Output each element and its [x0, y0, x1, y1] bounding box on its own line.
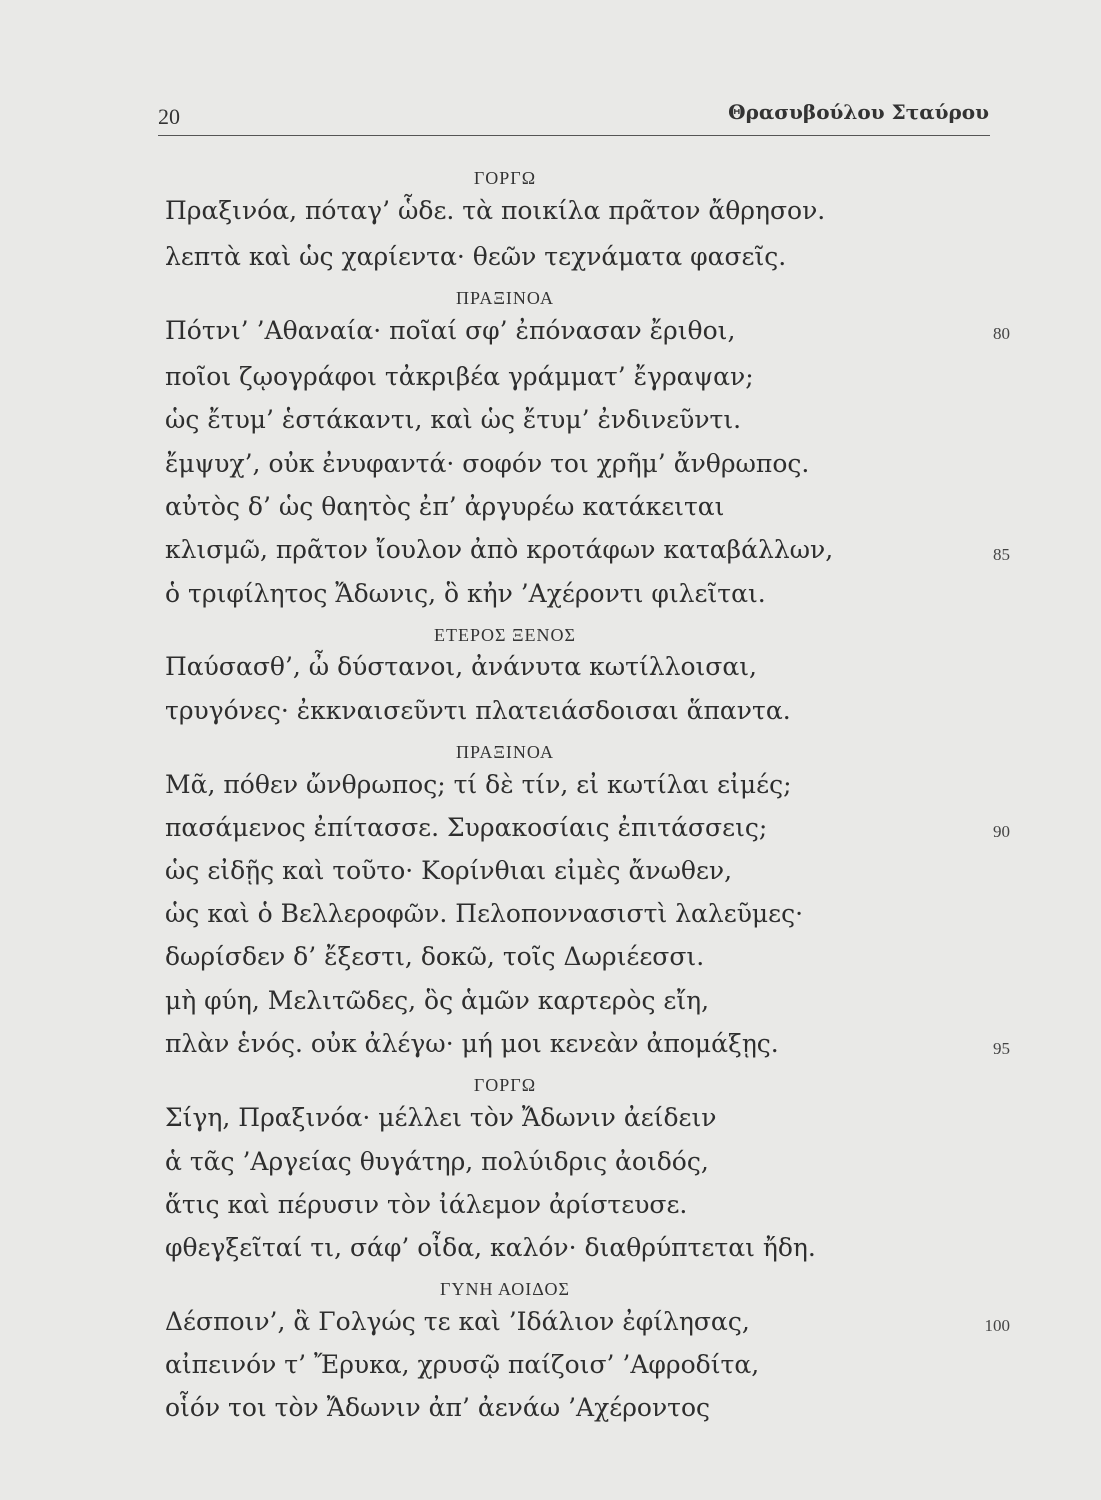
- page-number: 20: [158, 104, 180, 129]
- line-number: 90: [993, 822, 1010, 841]
- verse-line: κλισμῶ, πρᾶτον ἴουλον ἀπὸ κροτάφων καταβάλλων,: [165, 535, 834, 564]
- verse-line: ἅτις καὶ πέρυσιν τὸν ἰάλεμον ἀρίστευσε.: [165, 1190, 688, 1219]
- verse-line: ποῖοι ζῳογράφοι τἀκριβέα γράμματ’ ἔγραψαν;: [165, 362, 754, 391]
- verse-line: Πότνι’ ’Αθαναία· ποῖαί σφ’ ἐπόνασαν ἔριθοι,: [165, 316, 736, 345]
- verse-line: ὡς καὶ ὁ Βελλεροφῶν. Πελοποννασιστὶ λαλεῦμες·: [165, 899, 804, 928]
- speaker-label: ΠΡΑΞΙΝΟΑ: [455, 288, 555, 308]
- speaker-label: ΠΡΑΞΙΝΟΑ: [455, 742, 555, 762]
- verse-line: πλὰν ἑνός. οὐκ ἀλέγω· μή μοι κενεὰν ἀπομάξῃς.: [165, 1029, 779, 1058]
- verse-line: ἔμψυχ’, οὐκ ἐνυφαντά· σοφόν τοι χρῆμ’ ἄνθρωπος.: [165, 449, 810, 478]
- speaker-label: ΓΟΡΓΩ: [473, 1075, 537, 1095]
- verse-line: οἷόν τοι τὸν Ἄδωνιν ἀπ’ ἀενάω ’Αχέροντος: [165, 1393, 711, 1422]
- verse-line: φθεγξεῖταί τι, σάφ’ οἶδα, καλόν· διαθρύπτεται ἤδη.: [165, 1233, 816, 1262]
- verse-line: Παύσασθ’, ὦ δύστανοι, ἀνάνυτα κωτίλλοισαι,: [165, 652, 757, 681]
- verse-line: ὁ τριφίλητος Ἄδωνις, ὃ κἠν ’Αχέροντι φιλεῖται.: [165, 579, 766, 608]
- verse-line: δωρίσδεν δ’ ἔξεστι, δοκῶ, τοῖς Δωριέεσσι.: [165, 942, 705, 971]
- verse-line: τρυγόνες· ἐκκναισεῦντι πλατειάσδοισαι ἅπαντα.: [165, 696, 791, 725]
- verse-line: πασάμενος ἐπίτασσε. Συρακοσίαις ἐπιτάσσεις;: [165, 813, 768, 842]
- line-number: 100: [984, 1316, 1010, 1335]
- verse-line: Πραξινόα, πόταγ’ ὧδε. τὰ ποικίλα πρᾶτον ἄθρησον.: [165, 196, 826, 225]
- verse-line: ὡς εἰδῇς καὶ τοῦτο· Κορίνθιαι εἰμὲς ἄνωθεν,: [165, 856, 733, 885]
- line-number: 85: [993, 545, 1010, 564]
- header-rule: [158, 135, 990, 136]
- line-number: 95: [993, 1039, 1010, 1058]
- verse-line: Μᾶ, πόθεν ὤνθρωπος; τί δὲ τίν, εἰ κωτίλαι εἰμές;: [165, 770, 792, 799]
- verse-line: ἁ τᾶς ’Αργείας θυγάτηρ, πολύιδρις ἀοιδός,: [165, 1147, 709, 1176]
- verse-line: αἰπεινόν τ’ Ἔρυκα, χρυσῷ παίζοισ’ ’Αφροδίτα,: [165, 1350, 760, 1379]
- verse-line: μὴ φύη, Μελιτῶδες, ὃς ἁμῶν καρτερὸς εἴη,: [165, 986, 710, 1015]
- verse-line: λεπτὰ καὶ ὡς χαρίεντα· θεῶν τεχνάματα φασεῖς.: [165, 242, 787, 271]
- line-number: 80: [993, 324, 1010, 343]
- running-title: Θρασυβούλου Σταύρου: [728, 100, 989, 124]
- verse-line: Δέσποιν’, ἃ Γολγώς τε καὶ ’Ιδάλιον ἐφίλησας,: [165, 1307, 750, 1336]
- speaker-label: ΓΟΡΓΩ: [473, 168, 537, 188]
- verse-line: ὡς ἔτυμ’ ἑστάκαντι, καὶ ὡς ἔτυμ’ ἐνδινεῦντι.: [165, 405, 742, 434]
- speaker-label: ΓΥΝΗ ΑΟΙΔΟΣ: [440, 1279, 570, 1299]
- speaker-label: ΕΤΕΡΟΣ ΞΕΝΟΣ: [433, 625, 577, 645]
- verse-line: αὐτὸς δ’ ὡς θαητὸς ἐπ’ ἀργυρέω κατάκειται: [165, 492, 725, 521]
- verse-line: Σίγη, Πραξινόα· μέλλει τὸν Ἄδωνιν ἀείδειν: [165, 1103, 717, 1132]
